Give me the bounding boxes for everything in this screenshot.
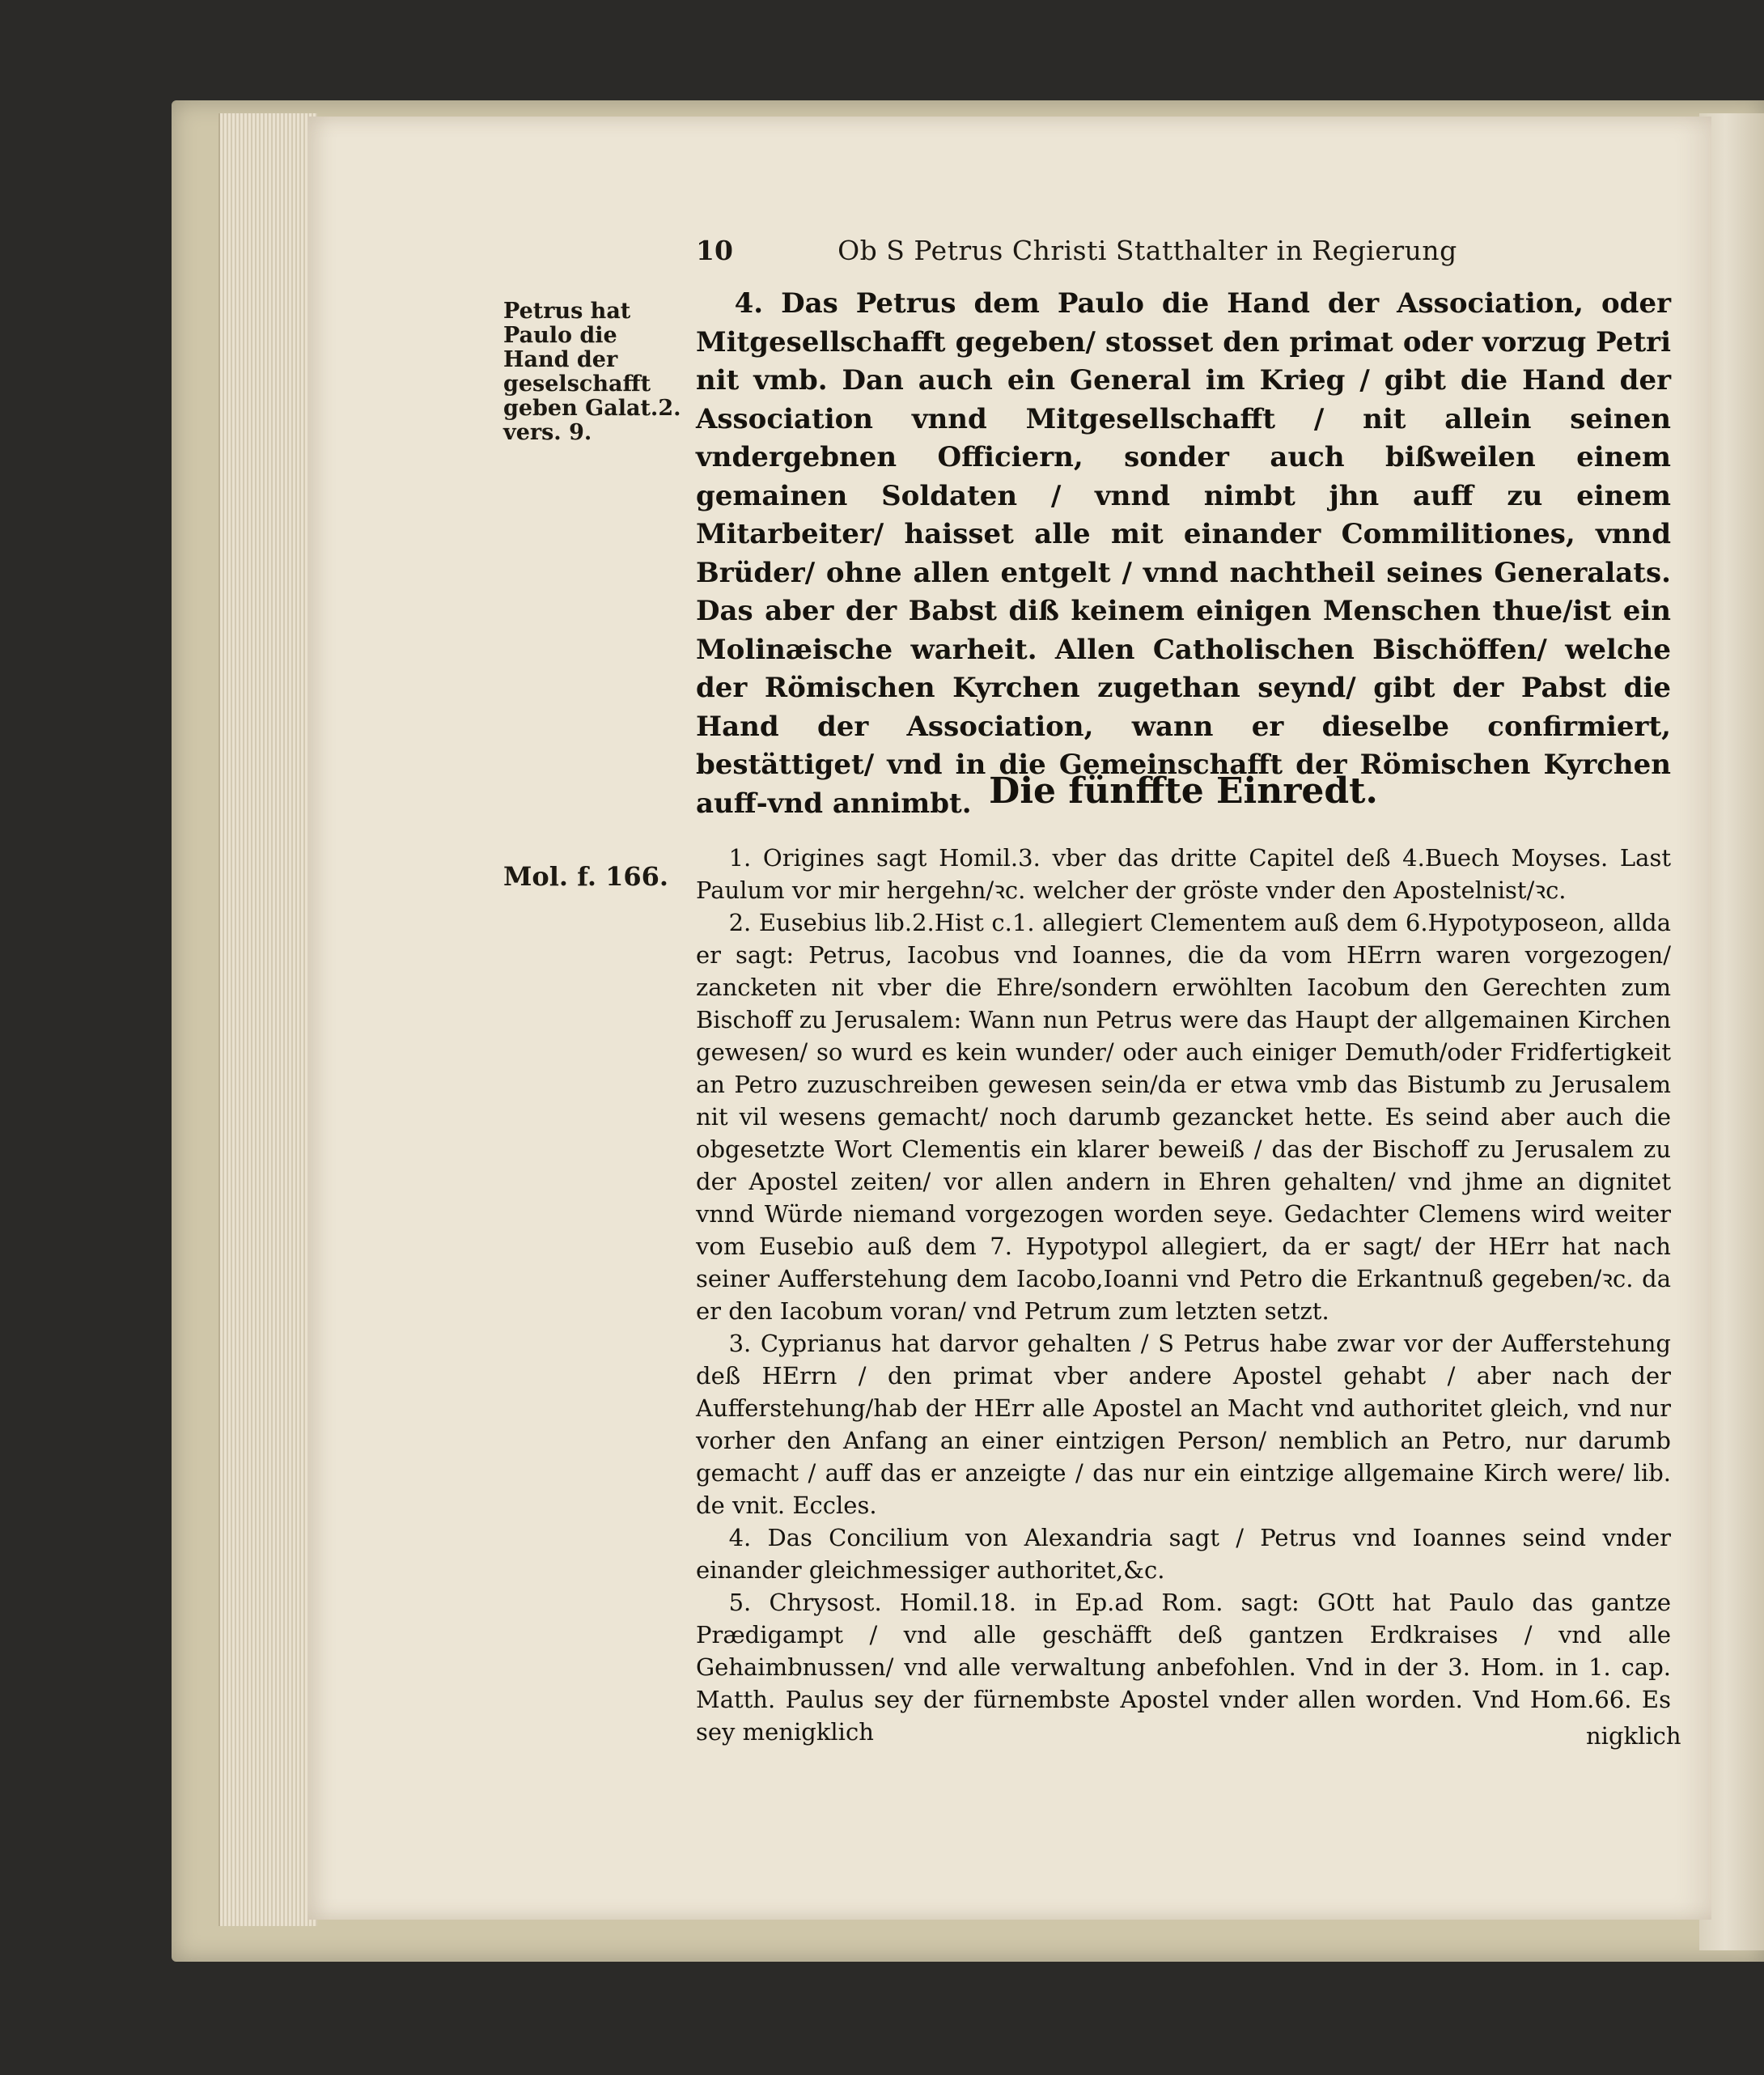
list-item: 5. Chrysost. Homil.18. in Ep.ad Rom. sagt: GOtt hat Paulo das gantze Prædigampt / vnd alle geschäfft deß gantzen Erdkraises / vnd alle Gehaimbnussen/ vnd alle verwaltung anbefohlen. Vnd in der 3. Hom. in 1. cap. Matth. Paulus sey der fürnembste Apostel vnder allen worden. Vnd Hom.66. Es sey menigklich [696,1589,1671,1746]
catchword: nigklich [1586,1722,1681,1750]
margin-note: Petrus hat Paulo die Hand der geselschafft geben Galat.2. vers. 9. [503,299,681,445]
list-item: 3. Cyprianus hat darvor gehalten / S Petrus habe zwar vor der Aufferstehung deß HErrn / den primat vber andere Apostel gehabt / aber nach der Aufferstehung/hab der HErr alle Apostel an Macht vnd authoritet gleich, vnd nur vorher den Anfang an einer eintzigen Person/ nemblich an Petro, nur darumb gemacht / auff das er anzeigte / das nur ein eintzige allgemaine Kirch were/ lib. de vnit. Eccles. [696,1330,1671,1519]
paragraph-text: 4. Das Petrus dem Paulo die Hand der Association, oder Mitgesellschafft gegeben/ stosset den primat oder vorzug Petri nit vmb. Dan auch ein General im Krieg / gibt die Hand der Association vnnd Mitgesellschafft / nit allein seinen vndergebnen Officiern, sonder auch bißweilen einem gemainen Soldaten / vnnd nimbt jhn auff zu einem Mitarbeiter/ haisset alle mit einander Commilitiones, vnnd Brüder/ ohne allen entgelt / vnnd nachtheil seines Generalats. Das aber der Babst diß keinem einigen Menschen thue/ist ein Molinæische warheit. Allen Catholischen Bischöffen/ welche der Römischen Kyrchen zugethan seynd/ gibt der Pabst die Hand der Association, wann er dieselbe confirmiert, bestättiget/ vnd in die Gemeinschafft der Römischen Kyrchen auff-vnd annimbt. [696,287,1671,820]
page-number: 10 [696,235,733,266]
running-title: Ob S Petrus Christi Statthalter in Regierung [837,235,1457,266]
running-head [696,235,1537,266]
paragraph-4 [696,285,1671,823]
list-item: 2. Eusebius lib.2.Hist c.1. allegiert Clementem auß dem 6.Hypotyposeon, allda er sagt: Petrus, Iacobus vnd Ioannes, die da vom HErrn waren vorgezogen/ zancketen nit vber die Ehre/sondern erwöhlten Iacobum den Gerechten zum Bischoff zu Jerusalem: Wann nun Petrus were das Haupt der allgemainen Kirchen gewesen/ so wurd es kein wunder/ oder auch einiger Demuth/oder Fridfertigkeit an Petro zuzuschreiben gewesen sein/da er etwa vmb das Bistumb zu Jerusalem nit vil wesens gemacht/ noch darumb gezancket hette. Es seind aber auch die obgesetzte Wort Clementis ein klarer beweiß / das der Bischoff zu Jerusalem zu der Apostel zeiten/ vor allen andern in Ehren gehalten/ vnd jhme an dignitet vnnd Würde niemand vorgezogen worden seye. Gedachter Clemens wird weiter vom Eusebio auß dem 7. Hypotypol allegiert, da er sagt/ der HErr hat nach seiner Aufferstehung dem Iacobo,Ioanni vnd Petro die Erkantnuß gegeben/ꝛc. da er den Iacobum voran/ vnd Petrum zum letzten setzt. [696,909,1671,1325]
section-heading: Die fünffte Einredt. [989,770,1378,812]
list-item: 4. Das Concilium von Alexandria sagt / Petrus vnd Ioannes seind vnder einander gleichmessiger authoritet,&c. [696,1524,1671,1584]
margin-note: Mol. f. 166. [503,861,669,892]
numbered-list [696,842,1681,1750]
list-item: 1. Origines sagt Homil.3. vber das dritte Capitel deß 4.Buech Moyses. Last Paulum vor mir hergehn/ꝛc. welcher der gröste vnder den Apostelnist/ꝛc. [696,844,1671,904]
page-stack-edge [218,113,317,1926]
